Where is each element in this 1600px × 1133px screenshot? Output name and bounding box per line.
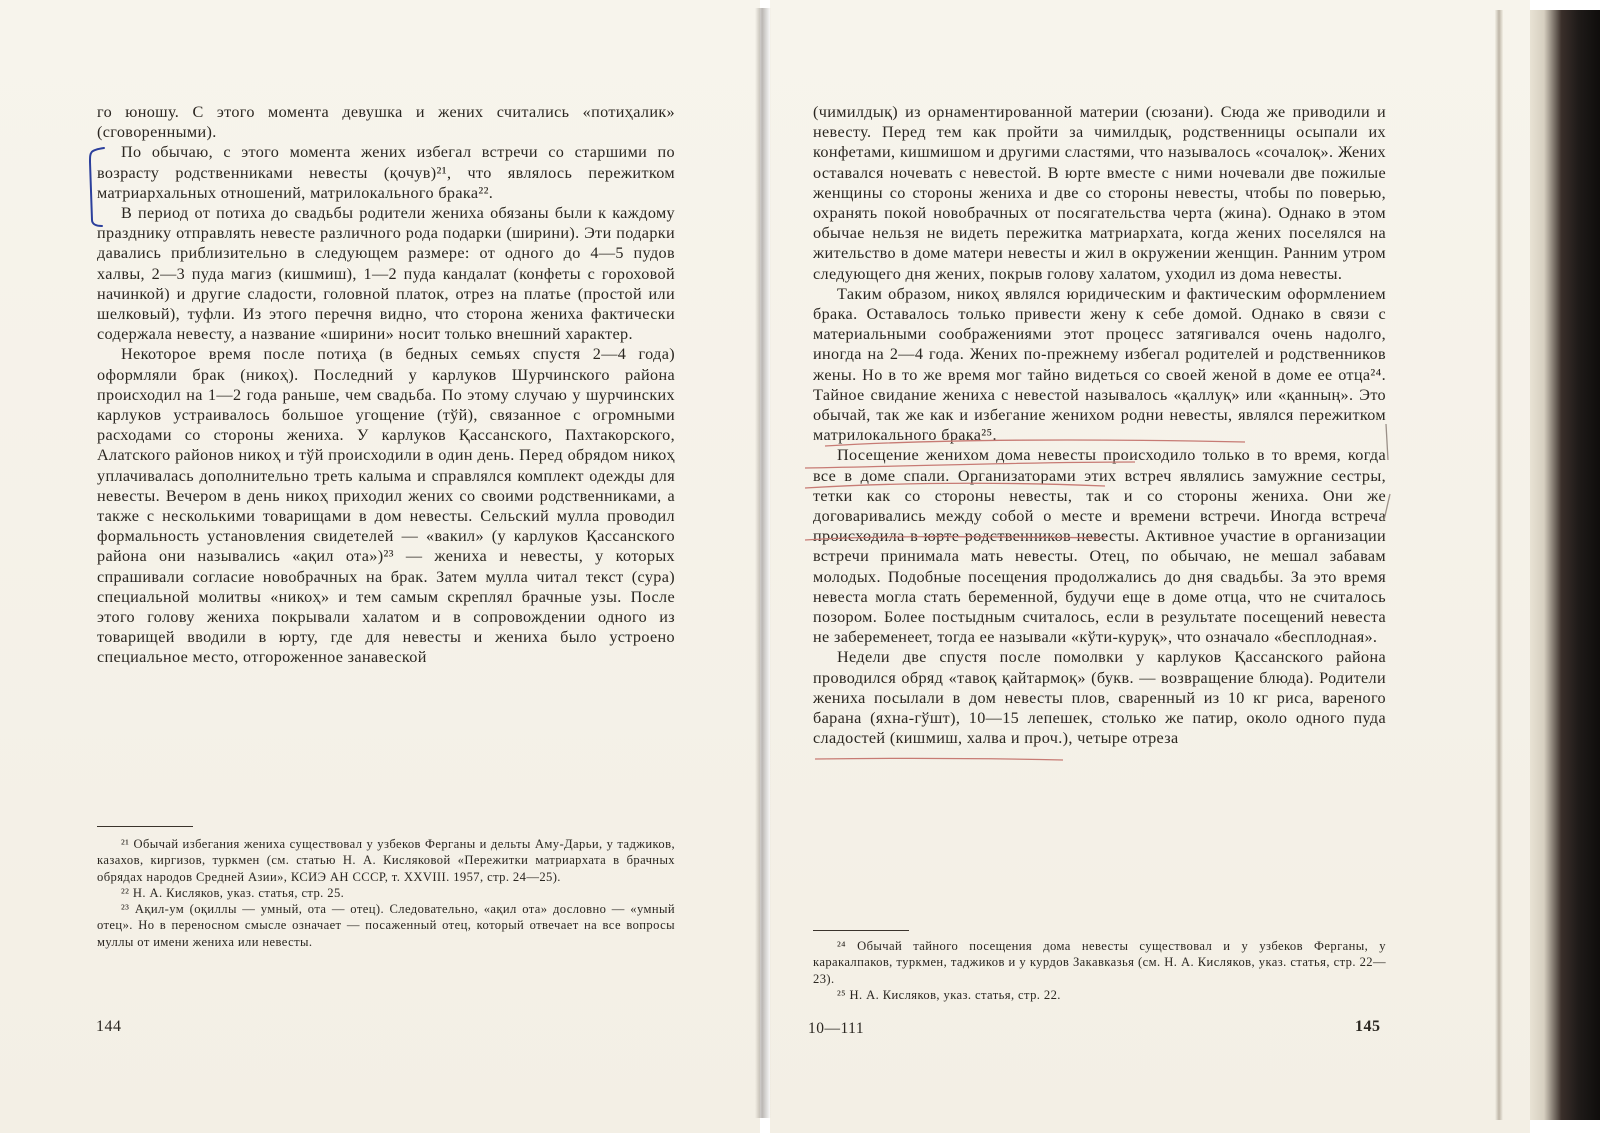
paragraph: Таким образом, никоҳ являлся юридическим и фактическим оформлением брака. Оставалось только привести жену к себе домой. Однако в связи с материальными соображениями этот процесс затягивался очень надолго, иногда на 2—4 года. Жених по-прежнему избегал родителей и родственников жены. Но в то же время мог тайно видеться со своей женой в доме ее отца²⁴. Тайное свидание жениха с невестой называлось «қаллуқ» или «қанның». Это обычай, так же как и избегание женихом родни невесты, являлся пережитком матрилокального брака²⁵. bbox=[813, 284, 1386, 445]
paragraph: го юношу. С этого момента девушка и жених считались «потиҳалик» (сговоренными). bbox=[97, 103, 675, 142]
book-gutter bbox=[755, 8, 771, 1118]
left-footnotes bbox=[97, 836, 675, 950]
page-number-left: 144 bbox=[96, 1018, 122, 1035]
footnote-rule bbox=[97, 826, 193, 827]
footnote: ²³ Ақил-ум (оқиллы — умный, ота — отец). Следовательно, «ақил ота» дословно — «умный отец». Но в переносном смысле означает — посаженный отец, который отвечает на все вопросы муллы от имени жениха или невесты. bbox=[97, 902, 675, 949]
left-body-text bbox=[97, 102, 675, 668]
paragraph: В период от потиха до свадьбы родители жениха обязаны были к каждому празднику отправлять невесте различного рода подарки (ширини). Эти подарки давались приблизительно в следующем размере: от одного до 4—5 пудов халвы, 2—3 пуда магиз (кишмиш), 1—2 пуда кандалат (конфеты с гороховой начинкой) и другие сладости, головной платок, отрез на платье (простой или шелковый), туфли. Из этого перечня видно, что сторона жениха фактически содержала невесту, а название «ширини» носит только внешний характер. bbox=[97, 204, 675, 344]
paragraph: (чимилдық) из орнаментированной материи (сюзани). Сюда же приводили и невесту. Перед тем как пройти за чимилдық, родственницы осыпали их конфетами, кишмишом и другими сластями, что называлось «сочалоқ». Жених оставался ночевать с невестой. В юрте вместе с ними ночевали две пожилые женщины со стороны жениха и две со стороны невесты, чтобы по поверью, охранять покой новобрачных от посягательства черта (жина). Однако в этом обычае нельзя не видеть пережитка матриархата, когда жених поселялся на жительство в доме матери невесты и жил в окружении женщин. Ранним утром следующего дня жених, покрыв голову халатом, уходил из дома невесты. bbox=[813, 103, 1386, 283]
page-number-right: 145 bbox=[1355, 1018, 1381, 1035]
footnote: ²¹ Обычай избегания жениха существовал у узбеков Ферганы и дельты Аму-Дарьи, у таджиков, казахов, киргизов, туркмен (см. статью Н. А. Кисляковой «Пережитки матриархата в брачных обрядах народов Средней Азии», КСИЭ АН СССР, т. XXVIII. 1957, стр. 24—25). bbox=[97, 837, 675, 884]
printer-signature-mark: 10—111 bbox=[808, 1020, 865, 1037]
footnote: ²⁴ Обычай тайного посещения дома невесты существовал и у узбеков Ферганы, у каракалпаков, туркмен, таджиков и у курдов Закавказья (см. Н. А. Кисляков, указ. статья, стр. 22—23). bbox=[813, 939, 1386, 986]
page-edge-line bbox=[1495, 10, 1503, 1120]
pencil-margin-mark bbox=[1380, 420, 1400, 530]
paragraph: Некоторое время после потиҳа (в бедных семьях спустя 2—4 года) оформляли брак (никоҳ). Последний у карлуков Шурчинского района происходил на 1—2 года раньше, чем свадьба. По этому случаю у шурчинских карлуков устраивалось большое угощение (тўй), связанное с огромными расходами со стороны жениха. У карлуков Қассанского, Пахтакорского, Алатского районов никоҳ и тўй происходили в один день. Перед обрядом никоҳ уплачивалась дополнительно треть калыма и справлялся комплект одежды для невесты. Вечером в день никоҳ приходил жених со своими родственниками, а также с несколькими товарищами в дом невесты. Сельский мулла проводил формальность установления свидетелей — «вакил» (у карлуков Қассанского района они назывались «ақил ота»)²³ — жениха и невесты, у которых спрашивали согласие новобрачных на брак. Затем мулла читал текст (сура) специальной молитвы «никоҳ» и тем самым скреплял брачные узы. После этого голову жениха покрывали халатом и в сопровождении одного из товарищей вводили в юрту, где для невесты и жениха было устроено специальное место, отгороженное занавеской bbox=[97, 345, 675, 667]
footnote: ²⁵ Н. А. Кисляков, указ. статья, стр. 22. bbox=[837, 987, 1061, 1002]
paragraph: Недели две спустя после помолвки у карлуков Қассанского района проводился обряд «тавоқ қайтармоқ» (букв. — возвращение блюда). Родители жениха посылали в дом невесты плов, сваренный из 10 кг риса, вареного барана (яхна-гўшт), 10—15 лепешек, столько же патир, около одного пуда сладостей (кишмиш, халва и проч.), четыре отреза bbox=[813, 648, 1386, 748]
footnote: ²² Н. А. Кисляков, указ. статья, стр. 25. bbox=[121, 885, 345, 900]
footnote-rule bbox=[813, 930, 909, 931]
pencil-underline-mark bbox=[813, 754, 1073, 764]
book-edge bbox=[1530, 10, 1600, 1120]
blue-pen-bracket-mark bbox=[80, 140, 110, 230]
paragraph: Посещение женихом дома невесты происходило только в то время, когда все в доме спали. Организаторами этих встреч являлись замужние сестры, тетки как со стороны невесты, так и со стороны жениха. Они же договаривались между собой о месте и времени встречи. Иногда встреча происходила в юрте родственников невесты. Активное участие в организации встречи принимала мать невесты. Отец, по обычаю, не мешал забавам молодых. Подобные посещения продолжались до дня свадьбы. За это время невеста могла стать беременной, будучи еще в доме отца, что не считалось позором. Более постыдным считалось, если в результате посещений невеста не забеременеет, тогда ее называли «кўти-куруқ», что означало «бесплодная». bbox=[813, 446, 1386, 647]
pencil-underline-mark bbox=[805, 422, 1255, 542]
right-footnotes bbox=[813, 938, 1386, 1003]
paragraph: По обычаю, с этого момента жених избегал встречи со старшими по возрасту родственниками невесты (қочув)²¹, что являлось пережитком матриархальных отношений, матрилокального брака²². bbox=[97, 143, 675, 202]
